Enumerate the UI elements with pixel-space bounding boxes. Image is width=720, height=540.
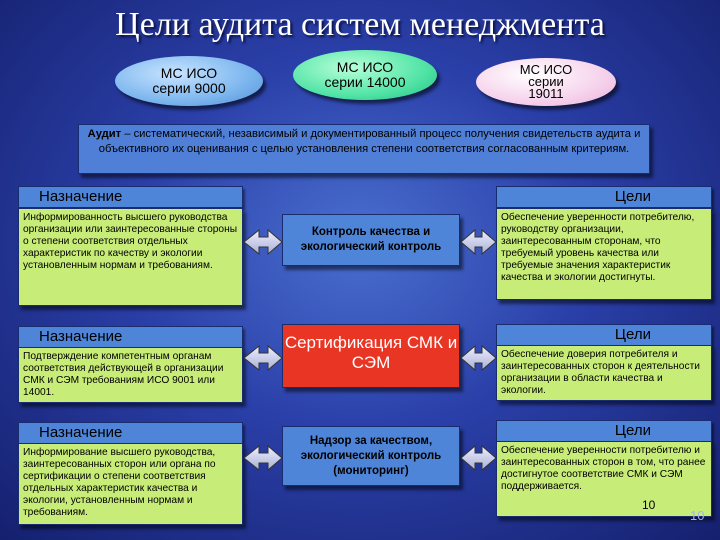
double-arrow-icon <box>461 446 496 470</box>
standard-label: МС ИСО <box>519 62 573 77</box>
activity-monitoring: Надзор за качеством, экологический контроль (мониторинг) <box>282 426 460 486</box>
purpose-text-2: Подтверждение компетентным органам соответствия действующей в организации СМК и СЭМ требованиям ИСО 9001 или 14001. <box>18 347 243 403</box>
purpose-header-1: Назначение <box>18 186 243 208</box>
standard-label: МС ИСО <box>336 59 394 75</box>
definition-term: Аудит <box>87 128 122 140</box>
double-arrow-icon <box>244 230 282 254</box>
standard-number: 19011 <box>528 86 564 101</box>
definition-text: – систематический, независимый и документированный процесс получения свидетельств аудита и объективного их оценивания с целью установления степени соответствия согласованным критериям. <box>98 128 641 155</box>
standard-series: серии <box>528 74 564 89</box>
double-arrow-icon <box>461 346 496 370</box>
standard-series: серии 14000 <box>324 74 406 90</box>
goals-header-2: Цели <box>496 324 712 346</box>
page-number-inner: 10 <box>642 498 656 512</box>
activity-quality-control: Контроль качества и экологический контроль <box>282 214 460 266</box>
double-arrow-icon <box>461 230 496 254</box>
standard-iso-9000 <box>115 56 263 106</box>
standard-series: серии 9000 <box>152 80 226 96</box>
standard-iso-14000 <box>293 50 437 100</box>
page-number: 10 <box>690 508 705 523</box>
audit-definition <box>78 124 650 174</box>
standard-label: МС ИСО <box>160 65 218 81</box>
goals-text-3: Обеспечение уверенности потребителю и заинтересованных сторон в том, что ранее достигнутое соответствие СМК и СЭМ поддерживается. <box>496 441 712 517</box>
goals-text-1: Обеспечение уверенности потребителю, руководству организации, заинтересованным сторонам, что требуемый уровень качества или требуемые значения характеристик качества и экологии достигнуты. <box>496 208 712 300</box>
slide-title: Цели аудита систем менеджмента <box>115 6 605 43</box>
goals-header-3: Цели <box>496 420 712 442</box>
activity-certification: Сертификация СМК и СЭМ <box>282 324 460 388</box>
purpose-header-2: Назначение <box>18 326 243 348</box>
double-arrow-icon <box>244 346 282 370</box>
goals-header-1: Цели <box>496 186 712 208</box>
purpose-text-1: Информированность высшего руководства организации или заинтересованные стороны о степени соответствия отдельных характеристик по качеству и экологии установленным нормам и требованиям. <box>18 208 243 306</box>
purpose-header-3: Назначение <box>18 422 243 444</box>
goals-text-2: Обеспечение доверия потребителя и заинтересованных сторон к деятельности организации в области качества и экологии. <box>496 345 712 401</box>
standard-iso-19011 <box>476 58 616 106</box>
double-arrow-icon <box>244 446 282 470</box>
purpose-text-3: Информирование высшего руководства, заинтересованных сторон или органа по сертификации о степени соответствия отдельных характеристик качества и экологии, установленным нормам и требованиям. <box>18 443 243 525</box>
